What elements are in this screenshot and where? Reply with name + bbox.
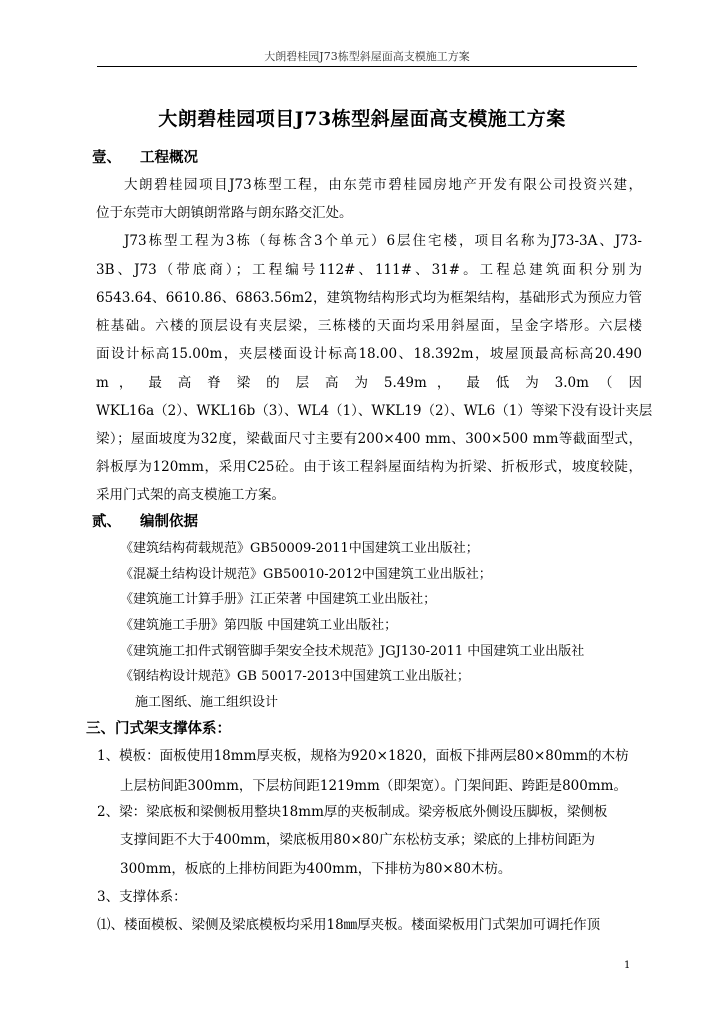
list-item: ⑴、楼面模板、梁侧及梁底模板均采用18㎜厚夹板。楼面梁板用门式架加可调托作顶 [97, 917, 601, 933]
reference-item: 《建筑施工扣件式钢管脚手架安全技术规范》JGJ130-2011 中国建筑工业出版社 [120, 644, 585, 659]
document-title: 大朗碧桂园项目J73栋型斜屋面高支模施工方案 [158, 108, 566, 130]
paragraph-line: 斜板厚为120mm，采用C25砼。由于该工程斜屋面结构为折梁、折板形式，坡度较陡， [96, 459, 642, 475]
list-item: 支撑间距不大于400mm，梁底板用80×80广东松枋支承；梁底的上排枋间距为 [120, 832, 596, 848]
list-item: 上层枋间距300mm，下层枋间距1219mm（即架宽）。门架间距、跨距是800mm。 [120, 778, 627, 794]
list-item: 3、支撑体系： [97, 889, 187, 905]
paragraph-line: 面设计标高15.00m，夹层楼面设计标高18.00、18.392m，坡屋顶最高标高20.490 [96, 346, 642, 362]
paragraph-line: WKL16a（2）、WKL16b（3）、WL4（1）、WKL19（2）、WL6（1）等梁下没有设计夹层 [96, 403, 653, 419]
reference-item: 《建筑施工手册》第四版 中国建筑工业出版社； [120, 618, 398, 633]
reference-item: 《建筑结构荷载规范》GB50009-2011中国建筑工业出版社； [120, 541, 479, 556]
list-item: 1、模板：面板使用18mm厚夹板，规格为920×1820，面板下排两层80×80mm的木枋 [97, 748, 629, 764]
reference-item: 《混凝土结构设计规范》GB50010-2012中国建筑工业出版社； [120, 567, 492, 582]
header-rule [97, 66, 637, 67]
paragraph-line: 位于东莞市大朗镇朗常路与朗东路交汇处。 [96, 205, 353, 221]
section-heading-overview [92, 146, 198, 167]
section-heading-support: 三、门式架支撑体系： [86, 720, 231, 737]
section-title: 编制依据 [140, 513, 198, 530]
list-item: 2、梁：梁底板和梁侧板用整块18mm厚的夹板制成。梁旁板底外侧设压脚板，梁侧板 [97, 804, 608, 820]
reference-item: 《钢结构设计规范》GB 50017-2013中国建筑工业出版社； [120, 669, 470, 684]
paragraph-line: J73栋型工程为3栋（每栋含3个单元）6层住宅楼，项目名称为J73-3A、J73- [124, 233, 642, 249]
section-number: 壹、 [92, 149, 121, 166]
list-item: 300mm，板底的上排枋间距为400mm，下排枋为80×80木枋。 [120, 861, 512, 877]
paragraph-line: 3B、J73（带底商）；工程编号112#、111#、31#。工程总建筑面积分别为 [96, 262, 642, 278]
paragraph-line: m ， 最 高 脊 梁 的 层 高 为 5.49m ， 最 低 为 3.0m （ 因 [96, 375, 642, 391]
reference-item: 《建筑施工计算手册》江正荣著 中国建筑工业出版社； [120, 592, 437, 607]
reference-item: 施工图纸、施工组织设计 [135, 695, 279, 710]
paragraph-line: 大朗碧桂园项目J73栋型工程，由东莞市碧桂园房地产开发有限公司投资兴建， [124, 177, 642, 193]
page-header: 大朗碧桂园J73栋型斜屋面高支模施工方案 [264, 50, 470, 63]
section-number: 贰、 [92, 513, 121, 530]
paragraph-line: 梁）；屋面坡度为32度，梁截面尺寸主要有200×400 mm、300×500 mm等截面型式， [96, 431, 642, 447]
paragraph-line: 桩基础。六楼的顶层设有夹层梁，三栋楼的天面均采用斜屋面，呈金字塔形。六层楼 [96, 318, 642, 334]
paragraph-line: 采用门式架的高支模施工方案。 [96, 487, 285, 503]
section-heading-basis [92, 510, 198, 531]
section-title: 工程概况 [140, 149, 198, 166]
paragraph-line: 6543.64、6610.86、6863.56m2，建筑物结构形式均为框架结构，基础形式为预应力管 [96, 290, 642, 306]
page-number: 1 [624, 960, 631, 971]
